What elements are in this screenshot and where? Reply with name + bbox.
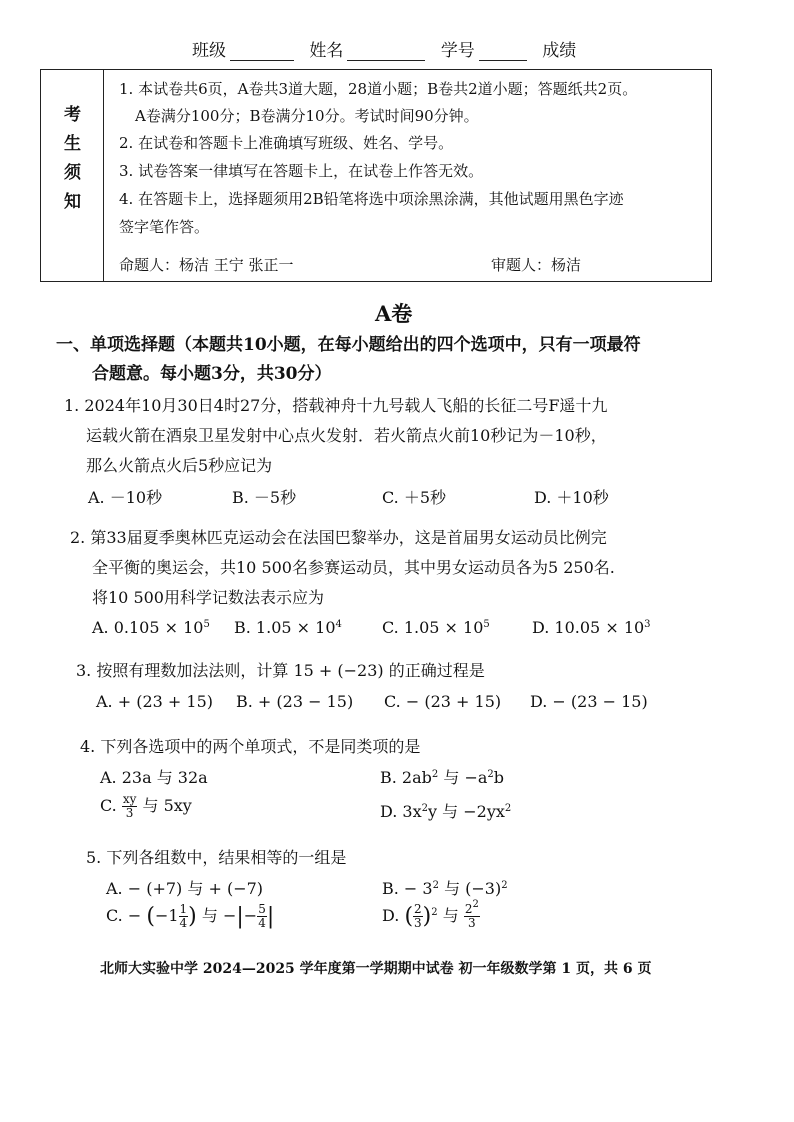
question-1-line: 运载火箭在酒泉卫星发射中心点火发射．若火箭点火前10秒记为－10秒， [86, 426, 607, 445]
question-4-line: 4. 下列各选项中的两个单项式，不是同类项的是 [80, 737, 421, 756]
notice-line: 4. 在答题卡上，选择题须用2B铅笔将选中项涂黑涂满，其他试题用黑色字迹 [119, 190, 624, 208]
notice-line: A卷满分100分；B卷满分10分。考试时间90分钟。 [135, 107, 479, 125]
name-blank [347, 44, 425, 61]
notice-label-column [41, 70, 104, 281]
q2-option-d: D. $10.05 \times 10^3$ [532, 618, 651, 637]
q2-option-a: A. $0.105 \times 10^5$ [92, 618, 210, 637]
notice-line: 1. 本试卷共6页，A卷共3道大题，28道小题；B卷共2道小题；答题纸共2页。 [119, 80, 638, 98]
section-heading: 一、单项选择题（本题共10小题，在每小题给出的四个选项中，只有一项最符 [56, 335, 641, 355]
notice-line: 2. 在试卷和答题卡上准确填写班级、姓名、学号。 [119, 134, 454, 152]
q1-option-b: B. －5秒 [232, 488, 297, 507]
q5-option-c: C. − (−1 $\frac{1}{4}$ ) 与 −|− $\frac{5}{4}$ | [106, 902, 275, 930]
q4-option-d: D. $3x^2y$ 与 $-2yx^2$ [380, 802, 512, 821]
author-line: 命题人：杨洁 王宁 张正一 [119, 256, 294, 274]
notice-label-char: 考 [64, 105, 81, 125]
fraction: $\frac{xy}{3}$ [122, 792, 137, 820]
question-2-line: 全平衡的奥运会，共10 500名参赛运动员，其中男女运动员各为5 250名. [92, 558, 615, 577]
q4-option-c: C. $\frac{xy}{3}$ 与 5xy [100, 792, 192, 820]
q4-option-a: A. 23a 与 32a [100, 768, 208, 787]
notice-line: 签字笔作答。 [119, 218, 210, 236]
reviewer-line: 审题人：杨洁 [491, 256, 582, 274]
q3-option-b: B. + (23 − 15) [236, 692, 354, 711]
q1-option-d: D. ＋10秒 [534, 488, 609, 507]
q3-option-a: A. + (23 + 15) [96, 692, 213, 711]
q1-option-c: C. ＋5秒 [382, 488, 447, 507]
fraction: $\frac{2}{3}$ [414, 902, 422, 930]
q3-option-d: D. − (23 − 15) [530, 692, 648, 711]
notice-label-char: 知 [64, 192, 81, 212]
question-2-line: 将10 500用科学记数法表示应为 [92, 588, 324, 607]
question-2-line: 2. 第33届夏季奥林匹克运动会在法国巴黎举办，这是首届男女运动员比例完 [70, 528, 607, 547]
q4-option-b: B. $2ab^2$ 与 $-a^2b$ [380, 768, 505, 787]
section-heading-cont: 合题意。每小题3分，共30分） [92, 364, 332, 384]
question-3-line: 3. 按照有理数加法法则，计算 15 + (−23) 的正确过程是 [76, 661, 485, 680]
notice-box [40, 69, 712, 282]
notice-line: 3. 试卷答案一律填写在答题卡上，在试卷上作答无效。 [119, 162, 484, 180]
fraction: $\frac{1}{4}$ [179, 902, 188, 930]
paper-title: A卷 [375, 301, 413, 326]
name-label: 姓名 [309, 41, 344, 61]
student-id-label: 学号 [440, 41, 475, 61]
q2-option-c: C. $1.05 \times 10^5$ [382, 618, 490, 637]
student-id-blank [479, 44, 527, 61]
q2-option-b: B. $1.05 \times 10^4$ [234, 618, 342, 637]
question-1-line: 那么火箭点火后5秒应记为 [86, 456, 273, 475]
page-footer: 北师大实验中学 2024—2025 学年度第一学期期中试卷 初一年级数学第 1 页，共 6 页 [100, 961, 652, 977]
fraction: $\frac{2^2}{3}$ [464, 899, 479, 930]
q3-option-c: C. − (23 + 15) [384, 692, 502, 711]
q5-option-b: B. − $3^2$ 与 $(-3)^2$ [382, 879, 508, 898]
question-5-line: 5. 下列各组数中，结果相等的一组是 [86, 848, 347, 867]
q5-option-a: A. − (+7) 与 + (−7) [106, 879, 264, 898]
header-fields [192, 36, 576, 61]
q5-option-d: D. ( $\frac{2}{3}$ )$^2$ 与 $\frac{2^2}{3}$ [382, 899, 479, 930]
fraction: $\frac{5}{4}$ [258, 902, 266, 930]
score-label: 成绩 [542, 41, 577, 61]
question-1-line: 1. 2024年10月30日4时27分，搭载神舟十九号载人飞船的长征二号F遥十九 [64, 396, 608, 415]
q1-option-a: A. －10秒 [88, 488, 163, 507]
class-label: 班级 [192, 41, 226, 61]
notice-label-char: 须 [64, 163, 81, 183]
class-blank [230, 44, 294, 61]
notice-label-char: 生 [64, 134, 81, 154]
